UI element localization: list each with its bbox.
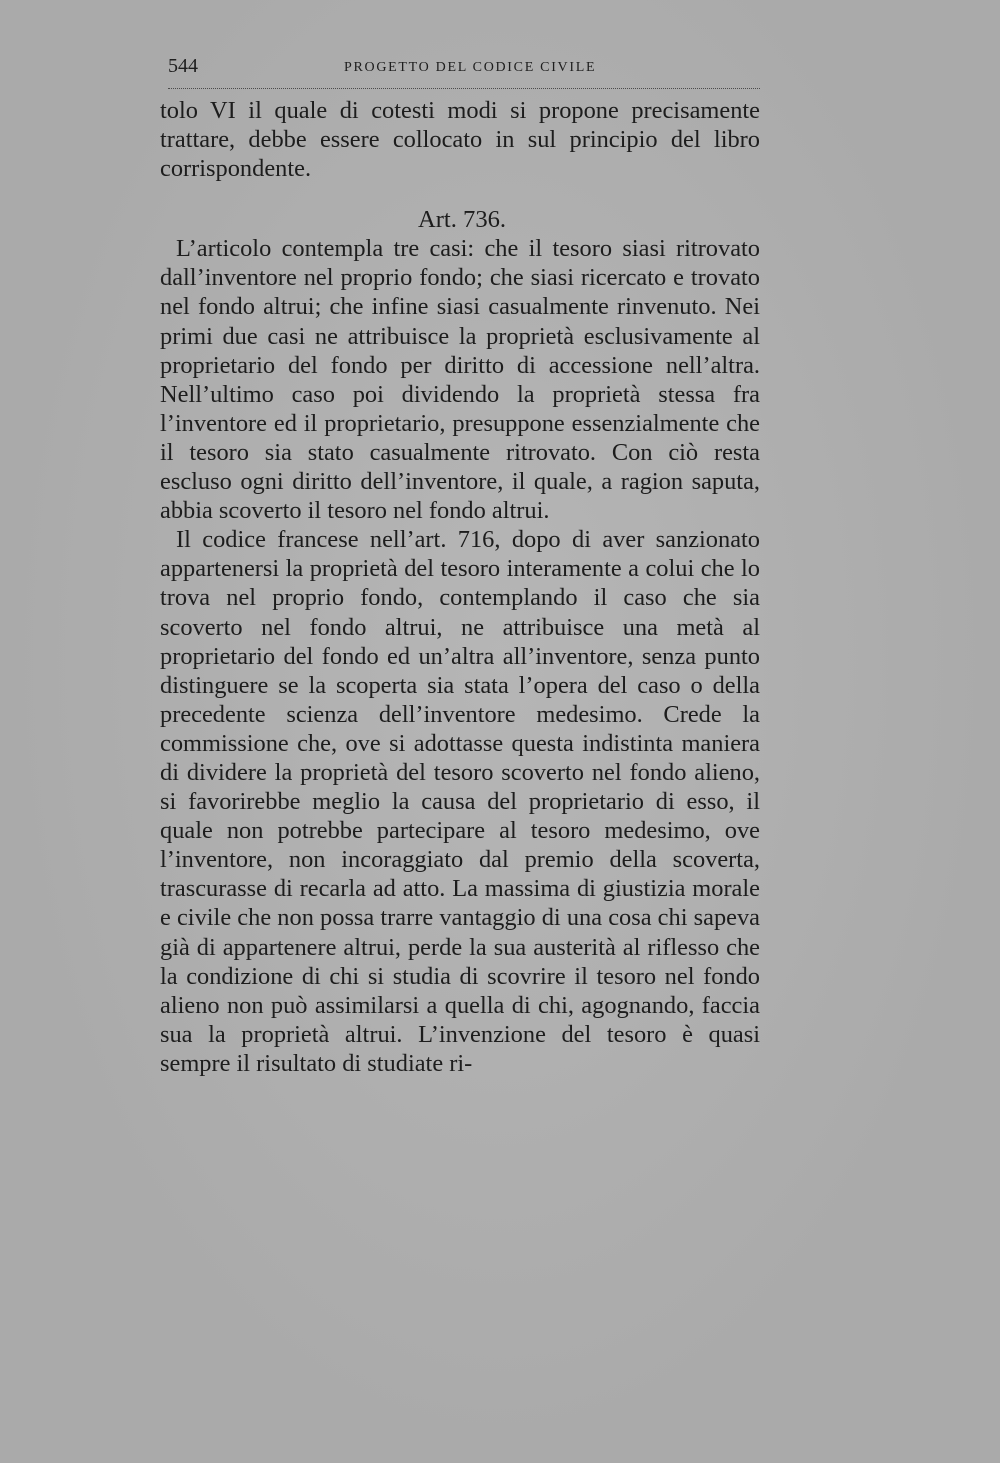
continuation-paragraph: tolo VI il quale di cotesti modi si propone precisamente trattare, debbe essere collocato in sul principio del libro corrispondente. [160, 97, 760, 183]
paragraph-1: L’articolo contempla tre casi: che il tesoro siasi ritrovato dall’inventore nel proprio fondo; che siasi ricercato e trovato nel fondo altrui; che infine siasi casualmente rinvenuto. Nei primi due casi ne attribuisce la proprietà esclusivamente al proprietario del fondo per diritto di accessione nell’altra. Nell’ultimo caso poi dividendo la proprietà stessa fra l’inventore ed il proprietario, presuppone essenzialmente che il tesoro sia stato casualmente ritrovato. Con ciò resta escluso ogni diritto dell’inventore, il quale, a ragion saputa, abbia scoverto il tesoro nel fondo altrui. [160, 235, 760, 525]
page-header [168, 52, 760, 89]
article-heading: Art. 736. [417, 206, 507, 234]
body-text [160, 96, 760, 1078]
running-head: PROGETTO DEL CODICE CIVILE [344, 60, 597, 75]
page-number: 544 [168, 55, 198, 77]
paragraph-2: Il codice francese nell’art. 716, dopo di aver sanzionato appartenersi la proprietà del tesoro interamente a colui che lo trova nel proprio fondo, contemplando il caso che sia scoverto nel fondo altrui, ne attribuisce una metà al proprietario del fondo ed un’altra all’inventore, senza punto distinguere se la scoperta sia stata l’opera del caso o della precedente scienza dell’inventore medesimo. Crede la commissione che, ove si adottasse questa indistinta maniera di dividere la proprietà del tesoro scoverto nel fondo alieno, si favorirebbe meglio la causa del proprietario di esso, il quale non potrebbe partecipare al tesoro medesimo, ove l’inventore, non incoraggiato dal premio della scoverta, trascurasse di recarla ad atto. La massima di giustizia morale e civile che non possa trarre vantaggio di una cosa chi sapeva già di appartenere altrui, perde la sua austerità al riflesso che la condizione di chi si studia di scovrire il tesoro nel fondo alieno non può assimilarsi a quella di chi, agognando, faccia sua la proprietà altrui. L’invenzione del tesoro è quasi sempre il risultato di studiate ri- [160, 526, 760, 1077]
